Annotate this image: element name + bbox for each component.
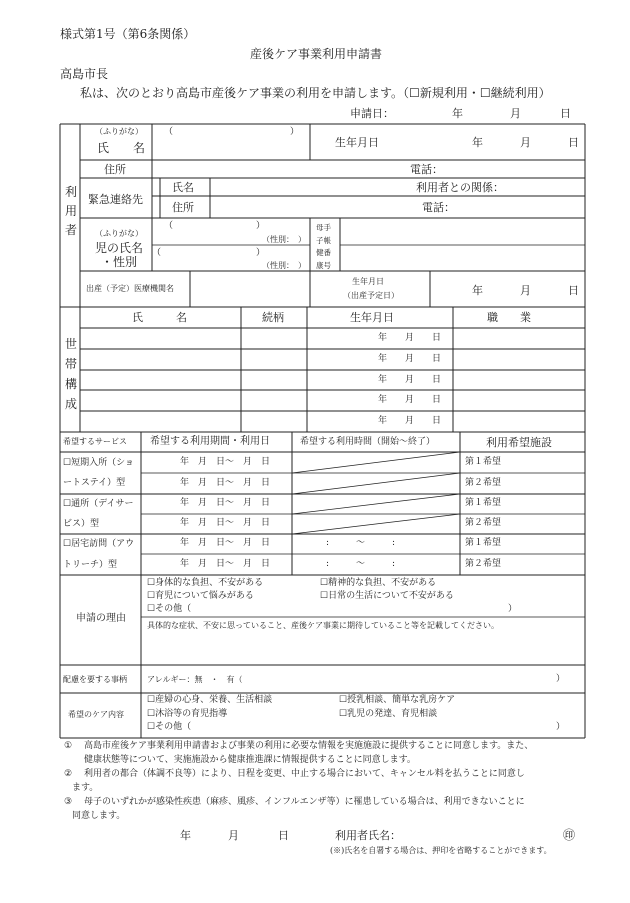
user-birth-month[interactable]: 月 xyxy=(520,136,531,149)
child2-paren-close: ） xyxy=(256,248,266,258)
day-service-period-2[interactable]: 年 月 日〜 月 日 xyxy=(180,518,271,528)
intro-line xyxy=(80,87,551,99)
reason-label: 申請の理由 xyxy=(76,613,126,624)
household-row-4-date[interactable]: 年 月 日 xyxy=(378,395,442,405)
consent-3-line-1: 母子のいずれかが感染性疾患（麻疹、風疹、インフルエンザ等）に罹患している場合は、利用できないことに xyxy=(84,797,525,807)
home-visit-checkbox[interactable]: ☐居宅訪問（アウ xyxy=(63,539,135,549)
apply-date-year[interactable]: 年 xyxy=(452,107,463,120)
household-header-occupation: 職 業 xyxy=(487,311,531,324)
allergy-field[interactable]: アレルギー：無 ・ 有（ xyxy=(147,675,243,684)
hospital-label: 出産（予定）医療機関名 xyxy=(86,284,174,293)
household-header-name: 氏 名 xyxy=(132,311,187,324)
reason-physical-checkbox[interactable]: ☐身体的な負担、不安がある xyxy=(147,578,264,588)
consent-1-line-2: 健康状態等について、実施施設から健康推進課に情報提供することに同意します。 xyxy=(84,755,416,765)
reason-mental-checkbox[interactable]: ☐精神的な負担、不安がある xyxy=(320,578,437,588)
apply-date-month[interactable]: 月 xyxy=(510,107,521,120)
care-other-checkbox[interactable]: ☐その他（ xyxy=(147,722,192,732)
household-header-birthdate: 生年月日 xyxy=(350,311,394,324)
reason-childcare-checkbox[interactable]: ☐育児について悩みがある xyxy=(147,591,254,601)
user-phone-label: 電話： xyxy=(410,163,443,176)
home-visit-time-1[interactable]: : 〜 : xyxy=(326,538,396,548)
child-birth-month[interactable]: 月 xyxy=(520,284,531,297)
apply-date-day[interactable]: 日 xyxy=(560,107,571,120)
home-visit-label: トリーチ）型 xyxy=(63,560,118,570)
user-birthdate-label: 生年月日 xyxy=(335,136,379,149)
child-sex-label: ・性別 xyxy=(101,255,138,269)
day-service-period-1[interactable]: 年 月 日〜 月 日 xyxy=(180,498,271,508)
intro-suffix: ） xyxy=(538,86,551,100)
consent-3-line-2: 同意します。 xyxy=(72,811,126,821)
emergency-phone-label: 電話： xyxy=(422,201,455,214)
reason-other-close: ） xyxy=(508,604,518,614)
child1-sex-field[interactable]: （性別： ） xyxy=(262,235,306,244)
continue-use-checkbox[interactable]: ☐ xyxy=(479,86,491,100)
page-title: 産後ケア事業利用申請書 xyxy=(250,47,383,61)
new-use-label: 新規利用 xyxy=(419,86,468,100)
care-other-close: ） xyxy=(556,722,566,732)
short-stay-label: ートステイ）型 xyxy=(63,478,126,488)
facility-header: 利用希望施設 xyxy=(486,436,552,449)
child2-sex-field[interactable]: （性別： ） xyxy=(262,261,306,270)
time-header: 希望する利用時間（開始〜終了） xyxy=(300,437,436,447)
hospital-input[interactable] xyxy=(194,276,306,302)
consideration-label: 配慮を要する事柄 xyxy=(63,675,127,684)
home-visit-pref-2[interactable]: 第２希望 xyxy=(465,559,502,569)
care-breastfeeding-checkbox[interactable]: ☐授乳相談、簡単な乳房ケア xyxy=(339,695,456,705)
new-use-checkbox[interactable]: ☐ xyxy=(409,86,420,100)
consent-3-number: ③ xyxy=(64,797,73,807)
reason-daily-life-checkbox[interactable]: ☐日常の生活について不安がある xyxy=(320,591,454,601)
child1-paren-open: （ xyxy=(164,221,174,231)
short-stay-pref-2[interactable]: 第２希望 xyxy=(465,478,502,488)
user-name-label: 氏 名 xyxy=(97,141,146,155)
household-row-1-date[interactable]: 年 月 日 xyxy=(378,333,442,343)
signature-name-input[interactable] xyxy=(405,826,560,842)
consent-2-line-2: ます。 xyxy=(72,783,99,793)
apply-date-label: 申請日： xyxy=(350,107,394,120)
home-visit-period-2[interactable]: 年 月 日〜 月 日 xyxy=(180,559,271,569)
period-header: 希望する利用期間・利用日 xyxy=(150,436,270,447)
day-service-pref-2[interactable]: 第２希望 xyxy=(465,518,502,528)
day-service-pref-1[interactable]: 第１希望 xyxy=(465,498,502,508)
child-birthdate-sublabel: （出産予定日） xyxy=(343,291,399,300)
intro-prefix: 私は、次のとおり高島市産後ケア事業の利用を申請します。（ xyxy=(80,86,410,100)
day-service-label: ビス）型 xyxy=(63,519,100,529)
user-birth-day[interactable]: 日 xyxy=(568,136,579,149)
seal-mark: ㊞ xyxy=(563,828,576,842)
boshi-techo-label: 母手 子帳 健番 康号 xyxy=(316,223,331,270)
home-visit-time-2[interactable]: : 〜 : xyxy=(326,559,396,569)
child-furigana-label: （ふりがな） xyxy=(95,229,143,238)
user-furigana-close: ） xyxy=(290,127,300,137)
home-visit-pref-1[interactable]: 第１希望 xyxy=(465,538,502,548)
home-visit-period-1[interactable]: 年 月 日〜 月 日 xyxy=(180,538,271,548)
care-bathing-checkbox[interactable]: ☐沐浴等の育児指導 xyxy=(147,709,228,719)
care-development-checkbox[interactable]: ☐乳児の発達、育児相談 xyxy=(339,709,438,719)
care-mental-checkbox[interactable]: ☐産婦の心身、栄養、生活相談 xyxy=(147,695,273,705)
continue-use-label: 継続利用 xyxy=(490,86,539,100)
emergency-name-label: 氏名 xyxy=(172,181,194,194)
household-row-2-date[interactable]: 年 月 日 xyxy=(378,354,442,364)
short-stay-pref-1[interactable]: 第１希望 xyxy=(465,457,502,467)
emergency-contact-label: 緊急連絡先 xyxy=(88,193,143,206)
short-stay-period-1[interactable]: 年 月 日〜 月 日 xyxy=(180,457,271,467)
user-birth-year[interactable]: 年 xyxy=(472,136,483,149)
form-number: 様式第1号（第6条関係） xyxy=(60,27,196,41)
reason-other-checkbox[interactable]: ☐その他（ xyxy=(147,604,192,614)
service-header: 希望するサービス xyxy=(63,437,127,446)
reason-detail-note: 具体的な症状、不安に思っていること、産後ケア事業に期待していること等を記載してください。 xyxy=(147,621,499,630)
user-address-label: 住所 xyxy=(104,163,126,176)
household-header-relation: 続柄 xyxy=(262,311,284,324)
child-name-label: 児の氏名 xyxy=(95,241,144,255)
signature-name-label: 利用者氏名： xyxy=(335,829,401,842)
user-section-label: 利 用 者 xyxy=(64,185,77,237)
child2-paren-open: （ xyxy=(152,248,162,258)
child-birth-year[interactable]: 年 xyxy=(472,284,483,297)
signature-year[interactable]: 年 xyxy=(180,829,191,842)
addressee: 高島市長 xyxy=(60,67,109,81)
user-name-input[interactable] xyxy=(158,140,306,156)
household-row-5-date[interactable]: 年 月 日 xyxy=(378,416,442,426)
signature-note: (※)氏名を自署する場合は、押印を省略することができます。 xyxy=(330,846,552,855)
consent-2-line-1: 利用者の都合（体調不良等）により、日程を変更、中止する場合において、キャンセル料を払うことに同意し xyxy=(84,769,525,779)
user-furigana-open: （ xyxy=(164,127,174,137)
reason-detail-input[interactable] xyxy=(145,634,581,662)
consent-1-line-1: 高島市産後ケア事業利用申請書および事業の利用に必要な情報を実施施設に提供することに同意します。また、 xyxy=(84,741,534,751)
child-birthdate-label: 生年月日 xyxy=(352,277,384,286)
household-section-label: 世 帯 構 成 xyxy=(64,337,77,411)
furigana-label: （ふりがな） xyxy=(95,127,143,136)
household-row-3-date[interactable]: 年 月 日 xyxy=(378,375,442,385)
child-birth-day[interactable]: 日 xyxy=(568,284,579,297)
consent-1-number: ① xyxy=(64,741,73,751)
day-service-checkbox[interactable]: ☐通所（デイサー xyxy=(63,499,134,509)
child1-paren-close: ） xyxy=(256,221,266,231)
intro-separator: ・ xyxy=(467,86,480,100)
emergency-address-label: 住所 xyxy=(172,201,194,214)
allergy-close: ） xyxy=(556,674,566,684)
consent-2-number: ② xyxy=(64,769,73,779)
care-content-label: 希望のケア内容 xyxy=(68,710,124,719)
emergency-relation-label: 利用者との関係： xyxy=(416,181,504,194)
user-address-input[interactable] xyxy=(156,162,396,176)
short-stay-checkbox[interactable]: ☐短期入所（ショ xyxy=(63,458,134,468)
signature-day[interactable]: 日 xyxy=(278,829,289,842)
short-stay-period-2[interactable]: 年 月 日〜 月 日 xyxy=(180,478,271,488)
signature-month[interactable]: 月 xyxy=(228,829,239,842)
